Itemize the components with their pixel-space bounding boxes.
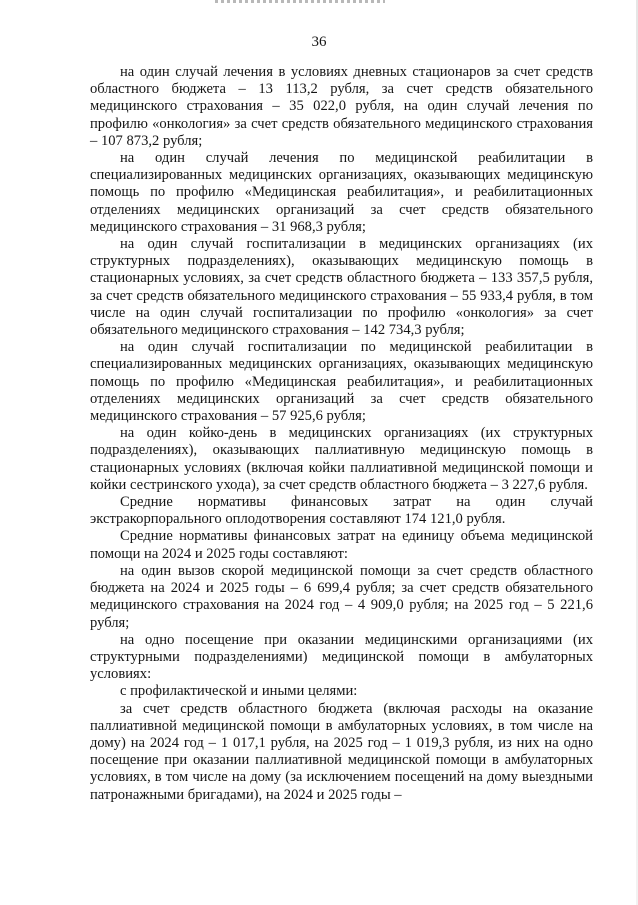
paragraph-day-hospital-costs: на один случай лечения в условиях дневных стационаров за счет средств областного бюджета – 13 113,2 рубля, за счет средств обязательного медицинского страхования – 35 022,0 рубля, на один случай лечения по профилю «онкология» за счет средств обязательного медицинского страхования – 107 873,2 рубля; — [90, 64, 593, 149]
paragraph-rehab-case-costs: на один случай лечения по медицинской реабилитации в специализированных медицинских организациях, оказывающих медицинскую помощь по профилю «Медицинская реабилитация», и реабилитационных отделениях медицинских организаций за счет средств обязательного медицинского страхования – 31 968,3 рубля; — [90, 150, 593, 235]
paragraph-preventive-purposes: с профилактической и иными целями: — [120, 683, 358, 700]
paragraph-rehab-hospitalization-costs: на один случай госпитализации по медицинской реабилитации в специализированных медицинских организациях, оказывающих медицинскую помощь по профилю «Медицинская реабилитация», и реабилитационных отделениях медицинских организаций за счет средств обязательного медицинского страхования – 57 925,6 рубля; — [90, 339, 593, 425]
paragraph-2024-2025-intro: Средние нормативы финансовых затрат на единицу объема медицинской помощи на 2024 и 2025 годы составляют: — [90, 528, 593, 562]
scan-artifact-top — [215, 0, 385, 3]
paragraph-regional-budget-visits: за счет средств областного бюджета (включая расходы на оказание паллиативной медицинской помощи в амбулаторных условиях, в том числе на дому) на 2024 год – 1 017,1 рубля, на 2025 год – 1 019,3 рубля, из них на одно посещение при оказании паллиативной медицинской помощи в амбулаторных условиях, в том числе на дому (за исключением посещений на дому выездными патронажными бригадами), на 2024 и 2025 годы – — [90, 700, 593, 803]
document-body — [90, 64, 593, 804]
paragraph-palliative-bed-day-costs: на один койко-день в медицинских организациях (их структурных подразделениях), оказывающих паллиативную медицинскую помощь в стационарных условиях (включая койки паллиативной медицинской помощи и койки сестринского ухода), за счет средств областного бюджета – 3 227,6 рубля. — [90, 425, 593, 493]
paragraph-ambulance-call-costs: на один вызов скорой медицинской помощи за счет средств областного бюджета на 2024 и 2025 годы – 6 699,4 рубля; за счет средств обязательного медицинского страхования на 2024 год – 4 909,0 рубля; на 2025 год – 5 221,6 рубля; — [90, 562, 593, 631]
paragraph-hospitalization-costs: на один случай госпитализации в медицинских организациях (их структурных подразделениях), оказывающих медицинскую помощь в стационарных условиях, за счет средств областного бюджета – 133 357,5 рубля, за счет средств обязательного медицинского страхования – 55 933,4 рубля, в том числе на один случай госпитализации по профилю «онкология» за счет обязательного медицинского страхования – 142 734,3 рубля; — [90, 236, 593, 339]
paragraph-outpatient-visit-intro: на одно посещение при оказании медицинскими организациями (их структурными подразделениями) медицинской помощи в амбулаторных условиях: — [90, 631, 593, 683]
page-number: 36 — [311, 34, 327, 50]
paragraph-ivf-costs: Средние нормативы финансовых затрат на один случай экстракорпорального оплодотворения составляют 174 121,0 рубля. — [90, 494, 593, 528]
